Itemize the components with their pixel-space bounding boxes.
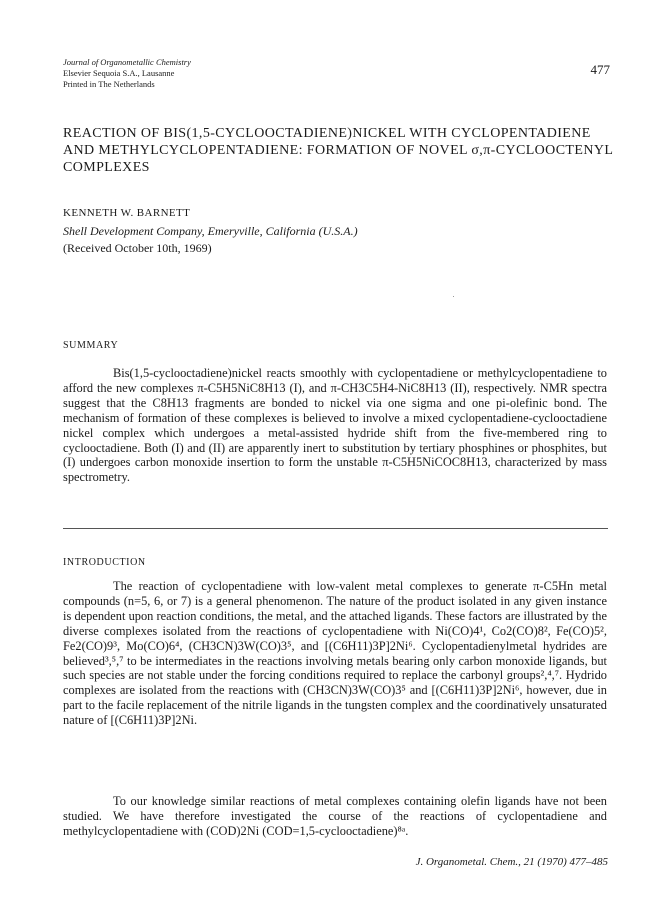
publisher: Elsevier Sequoia S.A., Lausanne [63, 68, 175, 78]
introduction-paragraph-2: To our knowledge similar reactions of metal complexes containing olefin ligands have not been studied. We have therefore investigated the course of the reactions of cyclopentadiene and methylcyclopentadiene with (COD)2Ni (COD=1,5-cyclooctadiene)⁸ᵃ. [63, 794, 607, 838]
introduction-paragraph-1: The reaction of cyclopentadiene with low-valent metal complexes to generate π-C5Hn metal compounds (n=5, 6, or 7) is a general phenomenon. The nature of the product isolated in any given instance is dependent upon reaction conditions, the metal, and the attached ligands. These factors are illustrated by the diverse complexes isolated from the reactions of cyclopentadiene with Ni(CO)4¹, Co2(CO)8², Fe(CO)5², Fe2(CO)9³, Mo(CO)6⁴, (CH3CN)3W(CO)3⁵, and [(C6H11)3P]2Ni⁶. Cyclopentadienylmetal hydrides are believed³,⁵,⁷ to be intermediates in the reactions involving metals bearing only carbon monoxide ligands, but such species are not stable under the forcing conditions required to replace the carbonyl groups²,⁴,⁷. Hydrido complexes are isolated from the reactions with (CH3CN)3W(CO)3⁵ and [(C6H11)3P]2Ni⁶, however, due in part to the facile replacement of the nitrile ligands in the tungsten complex and the coordinatively unsaturated nature of [(C6H11)3P]2Ni. [63, 579, 607, 728]
introduction-heading: INTRODUCTION [63, 557, 146, 568]
article-title: REACTION OF BIS(1,5-CYCLOOCTADIENE)NICKEL WITH CYCLOPENTADIENE AND METHYLCYCLOPENTADIENE: FORMATION OF NOVEL σ,π-CYCLOOCTENYL COMPLEXES [63, 126, 613, 175]
received-date: (Received October 10th, 1969) [63, 241, 212, 255]
author: KENNETH W. BARNETT [63, 207, 191, 219]
affiliation: Shell Development Company, Emeryville, California (U.S.A.) [63, 224, 358, 238]
journal-info [63, 57, 191, 90]
summary-heading: SUMMARY [63, 340, 119, 351]
citation-footer: J. Organometal. Chem., 21 (1970) 477–485 [415, 856, 608, 868]
section-divider [63, 528, 608, 529]
journal-name: Journal of Organometallic Chemistry [63, 57, 191, 67]
summary-body: Bis(1,5-cyclooctadiene)nickel reacts smoothly with cyclopentadiene or methylcyclopentadiene to afford the new complexes π-C5H5NiC8H13 (I), and π-CH3C5H4-NiC8H13 (II), respectively. NMR spectra suggest that the C8H13 fragments are bonded to nickel via one sigma and one pi-olefinic bond. The mechanism of formation of these complexes is believed to involve a mixed cyclopentadiene-cyclooctadiene nickel complex which undergoes a metal-assisted hydride shift from the five-membered ring to cyclooctadiene. Both (I) and (II) are apparently inert to substitution by tertiary phosphines or phosphites, but (I) undergoes carbon monoxide insertion to form the unstable π-C5H5NiCOC8H13, characterized by mass spectrometry. [63, 366, 607, 485]
scan-speck [453, 296, 454, 297]
printed-in: Printed in The Netherlands [63, 79, 155, 89]
page-number: 477 [590, 62, 610, 77]
